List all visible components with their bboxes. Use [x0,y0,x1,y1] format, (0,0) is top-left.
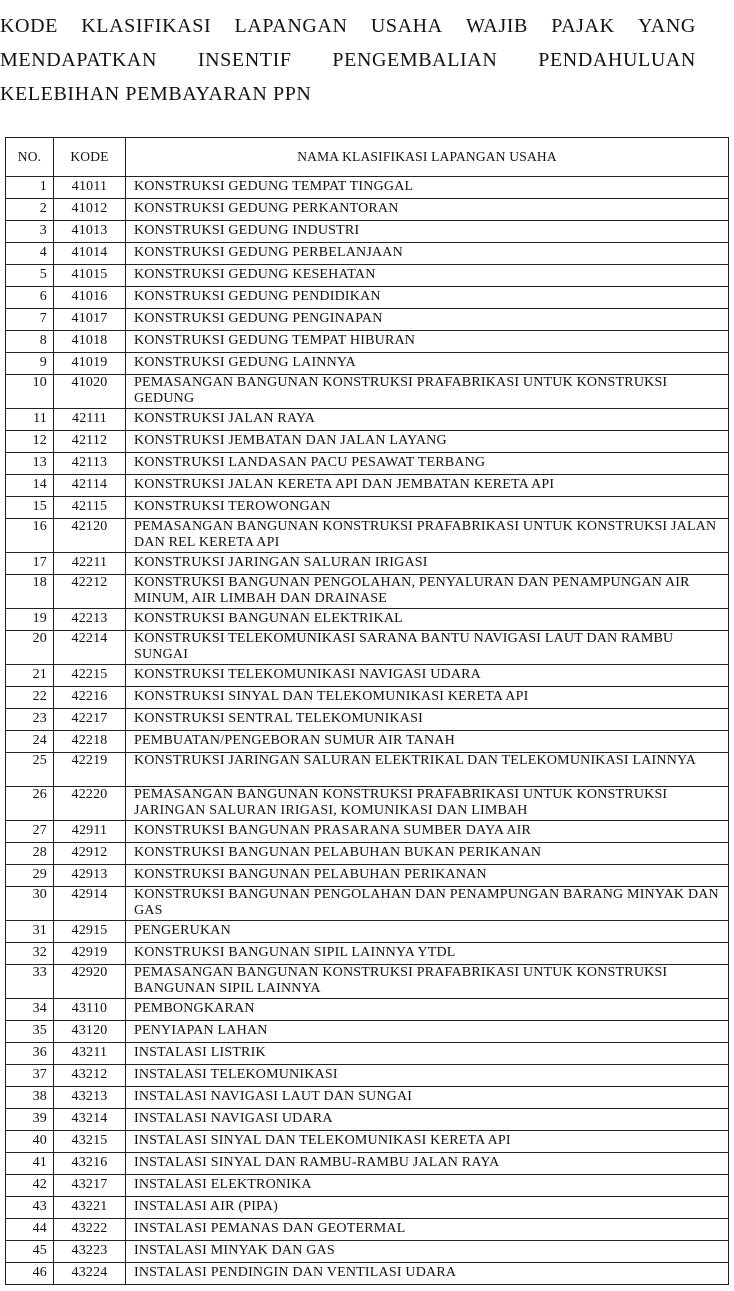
cell-no: 6 [6,287,54,309]
table-row [6,1131,729,1153]
cell-no: 21 [6,665,54,687]
cell-nama: PEMASANGAN BANGUNAN KONSTRUKSI PRAFABRIKASI UNTUK KONSTRUKSI JARINGAN SALURAN IRIGASI, KOMUNIKASI DAN LIMBAH [126,787,729,821]
table-row [6,431,729,453]
cell-nama: KONSTRUKSI JALAN KERETA API DAN JEMBATAN KERETA API [126,475,729,497]
cell-no: 18 [6,575,54,609]
cell-nama: INSTALASI PENDINGIN DAN VENTILASI UDARA [126,1263,729,1285]
cell-no: 44 [6,1219,54,1241]
cell-kode: 42220 [54,787,126,821]
table-row [6,1219,729,1241]
cell-nama: KONSTRUKSI TELEKOMUNIKASI NAVIGASI UDARA [126,665,729,687]
cell-nama: INSTALASI SINYAL DAN TELEKOMUNIKASI KERETA API [126,1131,729,1153]
cell-no: 2 [6,199,54,221]
title-word: KODE [0,15,58,37]
table-row [6,921,729,943]
table-row [6,1153,729,1175]
cell-nama: KONSTRUKSI TELEKOMUNIKASI SARANA BANTU NAVIGASI LAUT DAN RAMBU SUNGAI [126,631,729,665]
table-row [6,843,729,865]
table-row [6,1021,729,1043]
cell-nama: INSTALASI NAVIGASI LAUT DAN SUNGAI [126,1087,729,1109]
table-row [6,943,729,965]
cell-nama: KONSTRUKSI JARINGAN SALURAN ELEKTRIKAL DAN TELEKOMUNIKASI LAINNYA [126,753,729,787]
cell-no: 29 [6,865,54,887]
classification-table [5,137,729,1285]
cell-kode: 42913 [54,865,126,887]
cell-kode: 41011 [54,177,126,199]
cell-nama: KONSTRUKSI JARINGAN SALURAN IRIGASI [126,553,729,575]
table-row [6,375,729,409]
table-header-row [6,138,729,177]
cell-nama: KONSTRUKSI GEDUNG TEMPAT HIBURAN [126,331,729,353]
table-row [6,1043,729,1065]
cell-kode: 41014 [54,243,126,265]
header-no: NO. [6,138,54,177]
cell-kode: 42219 [54,753,126,787]
table-row [6,965,729,999]
cell-nama: INSTALASI LISTRIK [126,1043,729,1065]
title-word: KLASIFIKASI [81,15,212,37]
cell-no: 23 [6,709,54,731]
table-row [6,1263,729,1285]
cell-kode: 42211 [54,553,126,575]
cell-no: 39 [6,1109,54,1131]
cell-no: 28 [6,843,54,865]
cell-kode: 42912 [54,843,126,865]
table-row [6,665,729,687]
table-row [6,1241,729,1263]
title-word: INSENTIF [197,49,292,71]
cell-nama: PEMBUATAN/PENGEBORAN SUMUR AIR TANAH [126,731,729,753]
cell-nama: KONSTRUKSI GEDUNG INDUSTRI [126,221,729,243]
cell-kode: 42112 [54,431,126,453]
table-row [6,331,729,353]
cell-kode: 43217 [54,1175,126,1197]
cell-nama: INSTALASI SINYAL DAN RAMBU-RAMBU JALAN RAYA [126,1153,729,1175]
title-line-2 [0,44,696,78]
cell-nama: KONSTRUKSI BANGUNAN ELEKTRIKAL [126,609,729,631]
table-row [6,731,729,753]
document-title [0,10,696,112]
title-word: PENGEMBALIAN [332,49,498,71]
cell-kode: 42911 [54,821,126,843]
table-row [6,243,729,265]
table-row [6,631,729,665]
cell-nama: INSTALASI AIR (PIPA) [126,1197,729,1219]
cell-no: 40 [6,1131,54,1153]
cell-kode: 43120 [54,1021,126,1043]
cell-nama: PEMASANGAN BANGUNAN KONSTRUKSI PRAFABRIKASI UNTUK KONSTRUKSI JALAN DAN REL KERETA API [126,519,729,553]
table-row [6,1175,729,1197]
cell-no: 8 [6,331,54,353]
cell-no: 19 [6,609,54,631]
cell-kode: 42214 [54,631,126,665]
table-row [6,865,729,887]
cell-no: 43 [6,1197,54,1219]
cell-nama: INSTALASI MINYAK DAN GAS [126,1241,729,1263]
title-word: LAPANGAN [234,15,348,37]
cell-no: 41 [6,1153,54,1175]
cell-nama: INSTALASI ELEKTRONIKA [126,1175,729,1197]
cell-kode: 42120 [54,519,126,553]
cell-nama: PENYIAPAN LAHAN [126,1021,729,1043]
title-word: YANG [637,15,696,37]
table-row [6,519,729,553]
header-nama: NAMA KLASIFIKASI LAPANGAN USAHA [126,138,729,177]
cell-nama: KONSTRUKSI GEDUNG PERKANTORAN [126,199,729,221]
cell-nama: KONSTRUKSI BANGUNAN PRASARANA SUMBER DAYA AIR [126,821,729,843]
cell-kode: 42115 [54,497,126,519]
cell-kode: 42213 [54,609,126,631]
cell-kode: 43214 [54,1109,126,1131]
table-row [6,821,729,843]
cell-no: 7 [6,309,54,331]
cell-no: 36 [6,1043,54,1065]
cell-no: 31 [6,921,54,943]
cell-nama: KONSTRUKSI SENTRAL TELEKOMUNIKASI [126,709,729,731]
cell-nama: KONSTRUKSI GEDUNG PENDIDIKAN [126,287,729,309]
table-row [6,553,729,575]
table-row [6,265,729,287]
table-row [6,787,729,821]
cell-no: 20 [6,631,54,665]
table-row [6,1109,729,1131]
cell-nama: KONSTRUKSI JEMBATAN DAN JALAN LAYANG [126,431,729,453]
cell-kode: 42920 [54,965,126,999]
cell-kode: 42915 [54,921,126,943]
cell-kode: 42212 [54,575,126,609]
table-row [6,497,729,519]
table-row [6,887,729,921]
cell-nama: KONSTRUKSI BANGUNAN PENGOLAHAN DAN PENAMPUNGAN BARANG MINYAK DAN GAS [126,887,729,921]
cell-nama: PENGERUKAN [126,921,729,943]
table-row [6,475,729,497]
cell-no: 10 [6,375,54,409]
cell-nama: PEMBONGKARAN [126,999,729,1021]
cell-nama: KONSTRUKSI GEDUNG KESEHATAN [126,265,729,287]
cell-kode: 43222 [54,1219,126,1241]
cell-nama: KONSTRUKSI BANGUNAN SIPIL LAINNYA YTDL [126,943,729,965]
cell-no: 26 [6,787,54,821]
title-word: MENDAPATKAN [0,49,157,71]
cell-kode: 41019 [54,353,126,375]
cell-kode: 42217 [54,709,126,731]
cell-no: 15 [6,497,54,519]
cell-kode: 42919 [54,943,126,965]
cell-nama: KONSTRUKSI LANDASAN PACU PESAWAT TERBANG [126,453,729,475]
table-row [6,999,729,1021]
cell-kode: 41016 [54,287,126,309]
cell-nama: PEMASANGAN BANGUNAN KONSTRUKSI PRAFABRIKASI UNTUK KONSTRUKSI GEDUNG [126,375,729,409]
table-row [6,609,729,631]
cell-no: 33 [6,965,54,999]
cell-nama: KONSTRUKSI BANGUNAN PELABUHAN PERIKANAN [126,865,729,887]
cell-kode: 42216 [54,687,126,709]
title-word: USAHA [370,15,443,37]
title-line-3 [0,78,696,112]
cell-no: 34 [6,999,54,1021]
cell-nama: PEMASANGAN BANGUNAN KONSTRUKSI PRAFABRIKASI UNTUK KONSTRUKSI BANGUNAN SIPIL LAINNYA [126,965,729,999]
table-row [6,1087,729,1109]
cell-no: 12 [6,431,54,453]
cell-kode: 42914 [54,887,126,921]
cell-kode: 42218 [54,731,126,753]
cell-no: 37 [6,1065,54,1087]
cell-kode: 41018 [54,331,126,353]
table-body [6,177,729,1285]
cell-no: 25 [6,753,54,787]
cell-no: 3 [6,221,54,243]
table-row [6,353,729,375]
cell-kode: 43221 [54,1197,126,1219]
cell-kode: 42114 [54,475,126,497]
cell-kode: 43213 [54,1087,126,1109]
title-word: PAJAK [551,15,615,37]
table-row [6,287,729,309]
cell-no: 32 [6,943,54,965]
cell-no: 17 [6,553,54,575]
cell-no: 45 [6,1241,54,1263]
cell-nama: INSTALASI NAVIGASI UDARA [126,1109,729,1131]
cell-nama: INSTALASI TELEKOMUNIKASI [126,1065,729,1087]
cell-no: 38 [6,1087,54,1109]
table-row [6,221,729,243]
table-row [6,309,729,331]
header-kode: KODE [54,138,126,177]
cell-nama: KONSTRUKSI GEDUNG PERBELANJAAN [126,243,729,265]
cell-kode: 41013 [54,221,126,243]
cell-no: 14 [6,475,54,497]
cell-no: 4 [6,243,54,265]
cell-kode: 43110 [54,999,126,1021]
cell-no: 9 [6,353,54,375]
cell-nama: KONSTRUKSI GEDUNG TEMPAT TINGGAL [126,177,729,199]
cell-nama: KONSTRUKSI TEROWONGAN [126,497,729,519]
cell-no: 24 [6,731,54,753]
cell-no: 13 [6,453,54,475]
cell-no: 27 [6,821,54,843]
cell-no: 42 [6,1175,54,1197]
cell-kode: 42113 [54,453,126,475]
cell-kode: 43211 [54,1043,126,1065]
cell-kode: 41015 [54,265,126,287]
table-row [6,753,729,787]
cell-kode: 43216 [54,1153,126,1175]
cell-nama: KONSTRUKSI SINYAL DAN TELEKOMUNIKASI KERETA API [126,687,729,709]
cell-nama: KONSTRUKSI GEDUNG PENGINAPAN [126,309,729,331]
cell-no: 30 [6,887,54,921]
table-row [6,199,729,221]
table-row [6,1197,729,1219]
cell-no: 11 [6,409,54,431]
cell-nama: KONSTRUKSI BANGUNAN PELABUHAN BUKAN PERIKANAN [126,843,729,865]
cell-kode: 41017 [54,309,126,331]
title-word: WAJIB [466,15,528,37]
table-row [6,409,729,431]
title-line-1 [0,10,696,44]
cell-no: 46 [6,1263,54,1285]
cell-kode: 43223 [54,1241,126,1263]
cell-no: 22 [6,687,54,709]
cell-nama: KONSTRUKSI GEDUNG LAINNYA [126,353,729,375]
cell-kode: 43224 [54,1263,126,1285]
cell-kode: 41012 [54,199,126,221]
cell-no: 1 [6,177,54,199]
cell-kode: 42111 [54,409,126,431]
table-row [6,687,729,709]
table-row [6,709,729,731]
cell-kode: 43215 [54,1131,126,1153]
cell-nama: INSTALASI PEMANAS DAN GEOTERMAL [126,1219,729,1241]
cell-no: 16 [6,519,54,553]
cell-no: 35 [6,1021,54,1043]
cell-kode: 43212 [54,1065,126,1087]
title-word: PENDAHULUAN [538,49,696,71]
table-row [6,1065,729,1087]
cell-no: 5 [6,265,54,287]
cell-kode: 41020 [54,375,126,409]
cell-nama: KONSTRUKSI BANGUNAN PENGOLAHAN, PENYALURAN DAN PENAMPUNGAN AIR MINUM, AIR LIMBAH DAN DRAINASE [126,575,729,609]
title-word: KELEBIHAN PEMBAYARAN PPN [0,83,312,105]
table-row [6,453,729,475]
cell-nama: KONSTRUKSI JALAN RAYA [126,409,729,431]
cell-kode: 42215 [54,665,126,687]
table-row [6,177,729,199]
table-row [6,575,729,609]
